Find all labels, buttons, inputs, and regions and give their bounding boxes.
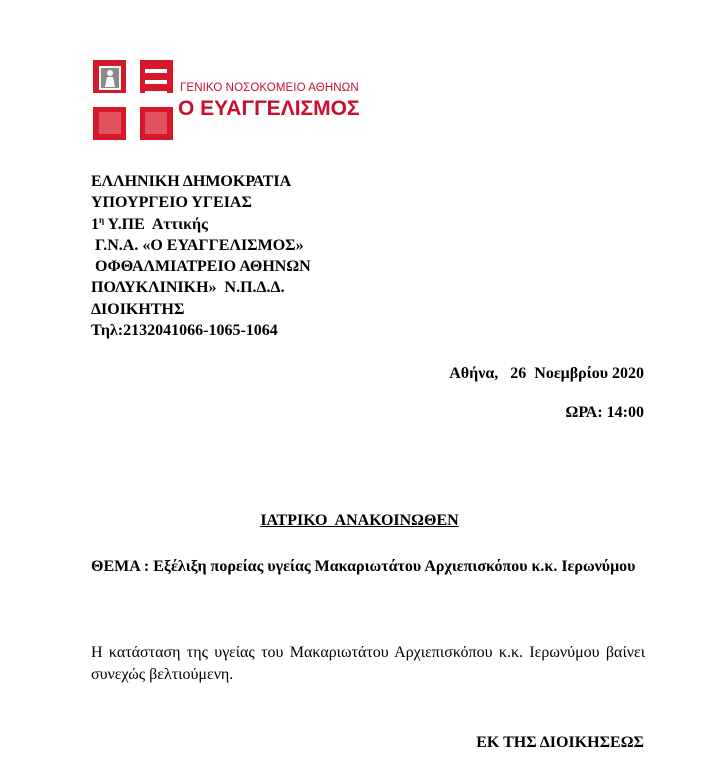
header-line-6: ΠΟΛΥΚΛΙΝΙΚΗ» Ν.Π.Δ.Δ. (91, 279, 285, 297)
document-title: ΙΑΤΡΙΚΟ ΑΝΑΚΟΙΝΩΘΕΝ (260, 512, 459, 529)
sender-header (91, 171, 311, 341)
hospital-logo (93, 60, 360, 140)
hospital-emblem-icon (93, 60, 173, 140)
header-line-3 (91, 214, 311, 235)
document-time: ΩΡΑ: 14:00 (565, 404, 644, 421)
header-line-3-number: 1 (91, 215, 99, 233)
document-subject: ΘΕΜΑ : Εξέλιξη πορείας υγείας Μακαριωτάτου Αρχιεπισκόπου κ.κ. Ιερωνύμου (91, 558, 636, 575)
header-line-3-text: Υ.ΠΕ Αττικής (104, 215, 208, 233)
header-line-5: ΟΦΘΑΛΜΙΑΤΡΕΙΟ ΑΘΗΝΩΝ (91, 258, 311, 276)
logo-subtitle: ΓΕΝΙΚΟ ΝΟΣΟΚΟΜΕΙΟ ΑΘΗΝΩΝ (180, 82, 359, 94)
logo-name: Ο ΕΥΑΓΓΕΛΙΣΜΟΣ (178, 97, 360, 120)
document-body: Η κατάσταση της υγείας του Μακαριωτάτου Αρχιεπισκόπου κ.κ. Ιερωνύμου βαίνει συνεχώς βελτιούμενη. (91, 644, 645, 683)
header-line-4: Γ.Ν.Α. «Ο ΕΥΑΓΓΕΛΙΣΜΟΣ» (91, 236, 304, 254)
header-line-7: ΔΙΟΙΚΗΤΗΣ (91, 300, 185, 318)
signature: ΕΚ ΤΗΣ ΔΙΟΙΚΗΣΕΩΣ (476, 734, 644, 751)
header-line-2: ΥΠΟΥΡΓΕΙΟ ΥΓΕΙΑΣ (91, 194, 252, 212)
header-line-3-superscript: η (99, 214, 105, 225)
header-line-1: ΕΛΛΗΝΙΚΗ ΔΗΜΟΚΡΑΤΙΑ (91, 173, 292, 190)
document-date: Αθήνα, 26 Νοεμβρίου 2020 (449, 365, 644, 382)
header-phone: Τηλ:2132041066-1065-1064 (91, 322, 278, 340)
